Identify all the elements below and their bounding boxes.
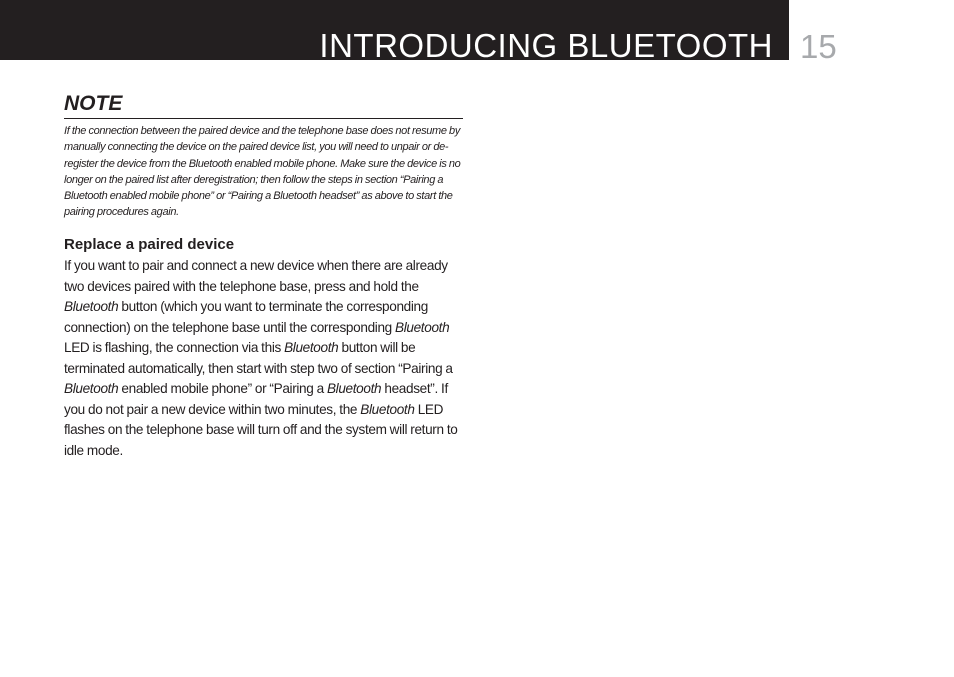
bluetooth-term: Bluetooth — [284, 340, 339, 355]
body-text: button (which you want to terminate the corresponding connection) on the telephone base until the corresponding — [64, 299, 428, 335]
page-title: INTRODUCING BLUETOOTH — [319, 27, 773, 64]
body-text: LED is flashing, the connection via this — [64, 340, 285, 355]
page-number: 15 — [800, 28, 837, 65]
bluetooth-term: Bluetooth — [326, 381, 382, 396]
section-body — [64, 256, 459, 461]
section-heading: Replace a paired device — [64, 236, 235, 253]
body-text: button will be terminated automatically, then start with step two of section “Pairing a — [64, 340, 453, 376]
body-text: headset”. If you do not pair a new device within two minutes, the — [64, 381, 448, 417]
bluetooth-term: Bluetooth — [64, 381, 119, 396]
replace-paired-device-section — [64, 234, 459, 461]
body-text: enabled mobile phone” or “Pairing a — [118, 381, 327, 396]
body-text: LED flashes on the telephone base will turn off and the system will return to idle mode. — [64, 401, 458, 458]
bluetooth-term: Bluetooth — [360, 401, 415, 417]
bluetooth-term: Bluetooth — [64, 299, 119, 314]
header-bar — [0, 0, 789, 64]
body-text: If you want to pair and connect a new device when there are already two devices paired with the telephone base, press and hold the — [64, 258, 448, 294]
bluetooth-term: Bluetooth — [395, 319, 450, 335]
note-heading: NOTE — [64, 90, 463, 119]
note-section — [64, 90, 463, 221]
note-body: If the connection between the paired device and the telephone base does not resume by manually connecting the device on the paired device list, you will need to unpair or de-register the device from the Bluetooth enabled mobile phone. Make sure the device is no longer on the paired list after deregistration; then follow the steps in section “Pairing a Bluetooth enabled mobile phone” or “Pairing a Bluetooth headset” as above to start the pairing procedures again. — [64, 125, 461, 219]
